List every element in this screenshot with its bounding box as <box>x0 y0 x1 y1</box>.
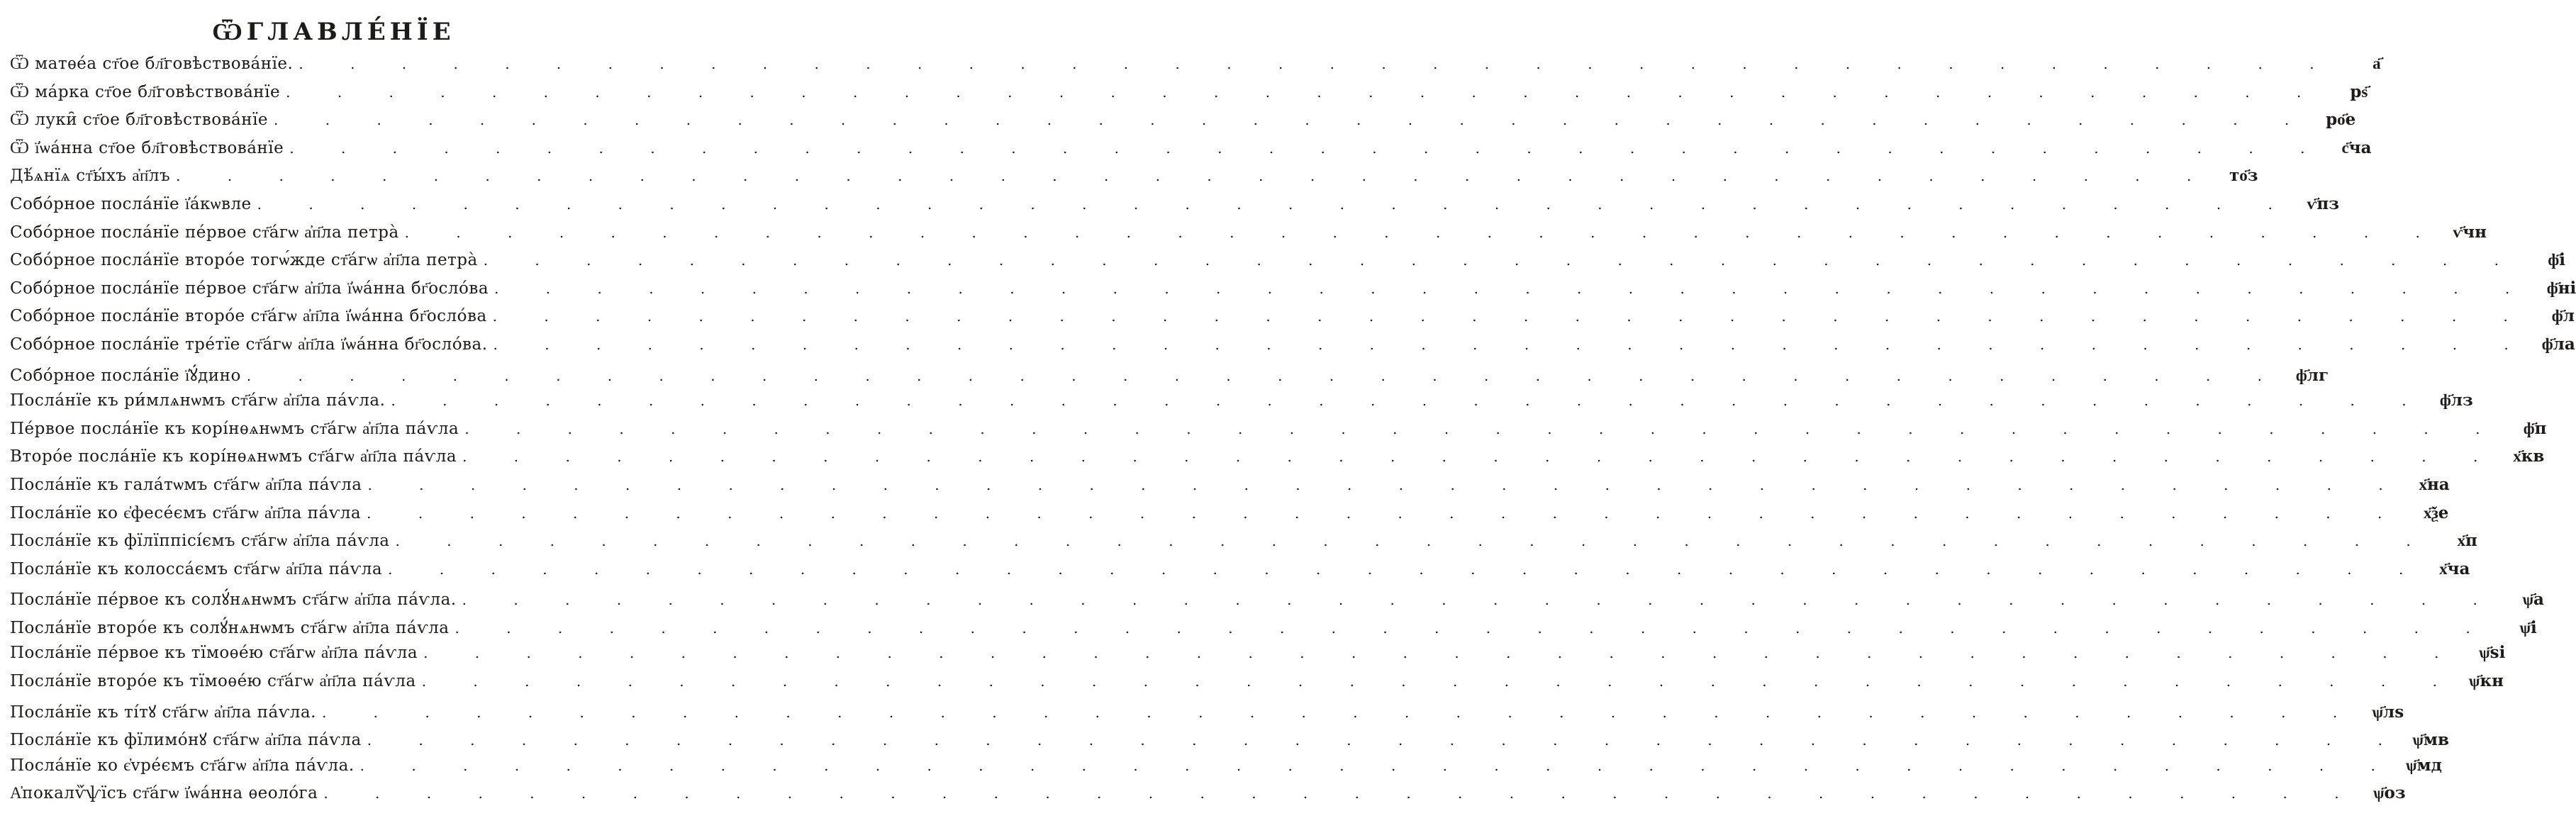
toc-entry-title: Собо́рное посла́нїе пе́рвое ст҃а́гѡ а҆п҃ла петра̀ <box>10 223 399 242</box>
toc-entry <box>10 110 2356 138</box>
dot-leader: . . . . . . . . . . . . . . . . . . . . . . . . . . . . . . . . . . . . . . . . <box>388 560 2425 578</box>
toc-entry <box>10 138 2372 167</box>
dot-leader: . . . . . . . . . . . . . . . . . . . . . . . . . . . . . . . . . . . . . . . . <box>321 703 2359 721</box>
toc-entry <box>10 587 2544 615</box>
toc-entry-page-number: ф҃ні <box>2546 278 2576 298</box>
table-of-contents <box>10 54 2576 812</box>
toc-entry-title: Второ́е посла́нїе къ корі́нѳѧнѡмъ ст҃а́гѡ а҆п҃ла па́ѵла <box>10 447 457 466</box>
toc-entry-page-number: ѱ҃мв <box>2412 730 2449 750</box>
toc-entry <box>10 278 2576 307</box>
toc-entry <box>10 474 2450 503</box>
toc-entry-title: Посла́нїе къ колосса́ємъ ст҃а́гѡ а҆п҃ла па́ѵла <box>10 559 383 578</box>
toc-entry-title: Посла́нїе къ ри́млѧнѡмъ ст҃а́гѡ а҆п҃ла па́ѵла. <box>10 391 386 410</box>
toc-entry-title: Дѣ́ѧнїѧ ст҃ы́хъ а҆п҃лъ <box>10 167 171 186</box>
dot-leader: . . . . . . . . . . . . . . . . . . . . . . . . . . . . . . . . . . . . . . . . <box>367 732 2404 749</box>
toc-entry-page-number: с҃ча <box>2341 138 2372 157</box>
dot-leader: . . . . . . . . . . . . . . . . . . . . . . . . . . . . . . . . . . . . . . . . <box>494 279 2531 297</box>
toc-entry-page-number: ѱ҃мд <box>2405 755 2442 775</box>
toc-entry-page-number: ро҃е <box>2326 110 2356 130</box>
toc-entry-title: Ѿ ма́рка ст҃ое бл҃говѣствова́нїе <box>10 82 281 101</box>
toc-entry <box>10 755 2442 784</box>
toc-entry-title: Собо́рное посла́нїе пе́рвое ст҃а́гѡ а҆п҃ла ї҆ѡа́нна бг҃осло́ва <box>10 279 489 298</box>
toc-entry <box>10 643 2506 671</box>
toc-entry <box>10 54 2381 82</box>
toc-entry-page-number: ф҃п <box>2523 418 2547 438</box>
toc-entry-page-number: ѱ҃ѕі <box>2478 643 2506 663</box>
toc-entry-page-number: ѵ҃чн <box>2453 222 2487 242</box>
toc-entry-title: Посла́нїе второ́е къ тїмоѳе́ю ст҃а́гѡ а҆п҃ла па́ѵла <box>10 672 416 691</box>
dot-leader: . . . . . . . . . . . . . . . . . . . . . . . . . . . . . . . . . . . . . . . . <box>359 756 2397 774</box>
toc-entry <box>10 194 2339 223</box>
toc-entry <box>10 82 2368 111</box>
dot-leader: . . . . . . . . . . . . . . . . . . . . . . . . . . . . . . . . . . . . . . . . <box>323 785 2360 802</box>
toc-entry-page-number: а҃ <box>2373 54 2381 73</box>
dot-leader: . . . . . . . . . . . . . . . . . . . . . . . . . . . . . . . . . . . . . . . . <box>493 335 2530 353</box>
toc-entry <box>10 363 2329 391</box>
toc-entry-title: Пе́рвое посла́нїе къ корі́нѳѧнѡмъ ст҃а́гѡ а҆п҃ла па́ѵла <box>10 419 459 438</box>
dot-leader: . . . . . . . . . . . . . . . . . . . . . . . . . . . . . . . . . . . . . . . . <box>367 504 2404 522</box>
dot-leader: . . . . . . . . . . . . . . . . . . . . . . . . . . . . . . . . . . . . . . . . <box>246 366 2284 384</box>
toc-entry-title: Собо́рное посла́нїе второ́е ст҃а́гѡ а҆п҃ла ї҆ѡа́нна бг҃осло́ва <box>10 307 487 326</box>
dot-leader: . . . . . . . . . . . . . . . . . . . . . . . . . . . . . . . . . . . . . . . . <box>462 448 2499 466</box>
dot-leader: . . . . . . . . . . . . . . . . . . . . . . . . . . . . . . . . . . . . . . . . <box>257 195 2294 213</box>
dot-leader: . . . . . . . . . . . . . . . . . . . . . . . . . . . . . . . . . . . . . . . . <box>492 308 2529 325</box>
toc-entry <box>10 447 2545 475</box>
toc-entry-title: Посла́нїе къ ті́тꙋ ст҃а́гѡ а҆п҃ла па́ѵла. <box>10 702 316 722</box>
toc-entry <box>10 700 2404 728</box>
toc-entry <box>10 671 2504 700</box>
dot-leader: . . . . . . . . . . . . . . . . . . . . . . . . . . . . . . . . . . . . . . . . <box>391 392 2428 410</box>
dot-leader: . . . . . . . . . . . . . . . . . . . . . . . . . . . . . . . . . . . . . . . . <box>464 420 2502 437</box>
toc-entry-title: Посла́нїе ко є҆vре́ємъ ст҃а́гѡ а҆п҃ла па́ѵла. <box>10 756 355 775</box>
toc-entry-title: Ѿ ї҆ѡа́нна ст҃ое бл҃говѣствова́нїе <box>10 138 284 157</box>
toc-entry-title: Ѿ луки̑ ст҃ое бл҃говѣствова́нїе <box>10 111 269 130</box>
page-title: ѾГЛАВЛЕ́НЇЕ <box>212 18 455 46</box>
toc-entry <box>10 222 2487 251</box>
toc-entry-page-number: х҃на <box>2419 474 2450 494</box>
toc-entry-title: Посла́нїе пе́рвое къ тїмоѳе́ю ст҃а́гѡ а҆п҃ла па́ѵла <box>10 644 418 663</box>
toc-entry <box>10 783 2406 812</box>
toc-entry-title: Посла́нїе къ гала́тѡмъ ст҃а́гѡ а҆п҃ла па́ѵла <box>10 475 362 494</box>
dot-leader: . . . . . . . . . . . . . . . . . . . . . . . . . . . . . . . . . . . . . . . . <box>367 476 2404 493</box>
toc-entry <box>10 727 2449 756</box>
toc-entry <box>10 531 2477 559</box>
dot-leader: . . . . . . . . . . . . . . . . . . . . . . . . . . . . . . . . . . . . . . . . <box>455 619 2492 637</box>
toc-entry-title: Посла́нїе второ́е къ солꙋ́нѧнѡмъ ст҃а́гѡ а҆п҃ла па́ѵла <box>10 618 450 637</box>
toc-entry-page-number: ѱ҃кн <box>2468 671 2504 691</box>
toc-entry-page-number: ф҃лг <box>2295 365 2329 385</box>
toc-entry-page-number: х҃ча <box>2439 559 2470 578</box>
toc-entry-page-number: ф҃лз <box>2439 391 2473 410</box>
toc-entry-page-number: х҃ѯе <box>2424 503 2449 522</box>
toc-entry-page-number: ѱ҃а <box>2522 590 2544 610</box>
toc-entry-page-number: ѱ҃і <box>2519 617 2537 637</box>
toc-entry <box>10 615 2537 644</box>
toc-entry-page-number: ф҃л <box>2551 306 2575 326</box>
toc-entry <box>10 559 2470 588</box>
toc-entry-page-number: рѕ҃ <box>2350 82 2368 101</box>
dot-leader: . . . . . . . . . . . . . . . . . . . . . . . . . . . . . . . . . . . . . . . . <box>286 83 2323 101</box>
toc-entry <box>10 334 2575 363</box>
toc-entry-title: Собо́рное посла́нїе ї҆ꙋ́дино <box>10 366 241 385</box>
dot-leader: . . . . . . . . . . . . . . . . . . . . . . . . . . . . . . . . . . . . . . . . <box>395 532 2432 550</box>
toc-entry-title: А҆покалѷ́ѱїсъ ст҃а́гѡ ї҆ѡа́нна ѳеоло́га <box>10 784 318 803</box>
toc-entry <box>10 418 2547 447</box>
toc-entry-page-number: х҃кв <box>2513 447 2545 466</box>
toc-entry-page-number: ф҃і <box>2548 250 2565 270</box>
dot-leader: . . . . . . . . . . . . . . . . . . . . . . . . . . . . . . . . . . . . . . . . <box>423 644 2460 662</box>
toc-entry-page-number: ѱ҃оз <box>2373 783 2406 803</box>
dot-leader: . . . . . . . . . . . . . . . . . . . . . . . . . . . . . . . . . . . . . . . . <box>289 139 2326 157</box>
toc-entry-title: Собо́рное посла́нїе второ́е тогѡ́жде ст҃а́гѡ а҆п҃ла петра̀ <box>10 251 478 270</box>
toc-entry <box>10 250 2565 279</box>
toc-entry-title: Посла́нїе къ фїлїппісі́ємъ ст҃а́гѡ а҆п҃ла па́ѵла <box>10 532 390 551</box>
toc-entry <box>10 166 2258 194</box>
toc-entry-page-number: х҃п <box>2457 531 2477 551</box>
dot-leader: . . . . . . . . . . . . . . . . . . . . . . . . . . . . . . . . . . . . . . . . <box>483 252 2520 269</box>
dot-leader: . . . . . . . . . . . . . . . . . . . . . . . . . . . . . . . . . . . . . . . . <box>176 167 2213 185</box>
toc-entry-page-number: то҃з <box>2229 166 2258 186</box>
toc-entry-page-number: ѱ҃лѕ <box>2372 702 2404 722</box>
dot-leader: . . . . . . . . . . . . . . . . . . . . . . . . . . . . . . . . . . . . . . . . <box>274 111 2311 129</box>
dot-leader: . . . . . . . . . . . . . . . . . . . . . . . . . . . . . . . . . . . . . . . . <box>299 55 2336 72</box>
toc-entry-title: Ѿ матѳе́а ст҃ое бл҃говѣствова́нїе. <box>10 55 294 73</box>
toc-entry-page-number: ѵ҃пз <box>2307 194 2339 213</box>
dot-leader: . . . . . . . . . . . . . . . . . . . . . . . . . . . . . . . . . . . . . . . . <box>404 223 2441 241</box>
toc-entry <box>10 503 2449 532</box>
toc-entry-title: Собо́рное посла́нїе тре́тїе ст҃а́гѡ а҆п҃ла ї҆ѡа́нна бг҃осло́ва. <box>10 335 488 354</box>
toc-entry-title: Посла́нїе ко є҆фесе́ємъ ст҃а́гѡ а҆п҃ла па́ѵла <box>10 503 362 522</box>
dot-leader: . . . . . . . . . . . . . . . . . . . . . . . . . . . . . . . . . . . . . . . . <box>421 673 2458 690</box>
dot-leader: . . . . . . . . . . . . . . . . . . . . . . . . . . . . . . . . . . . . . . . . <box>462 591 2499 609</box>
toc-entry <box>10 306 2575 335</box>
toc-entry-title: Посла́нїе пе́рвое къ солꙋ́нѧнѡмъ ст҃а́гѡ а҆п҃ла па́ѵла. <box>10 590 457 610</box>
toc-entry-title: Посла́нїе къ фїлимо́нꙋ ст҃а́гѡ а҆п҃ла па́ѵла <box>10 731 362 750</box>
toc-entry <box>10 391 2473 419</box>
toc-entry-title: Собо́рное посла́нїе ї҆а́кѡвле <box>10 194 252 213</box>
toc-entry-page-number: ф҃ла <box>2541 334 2575 354</box>
